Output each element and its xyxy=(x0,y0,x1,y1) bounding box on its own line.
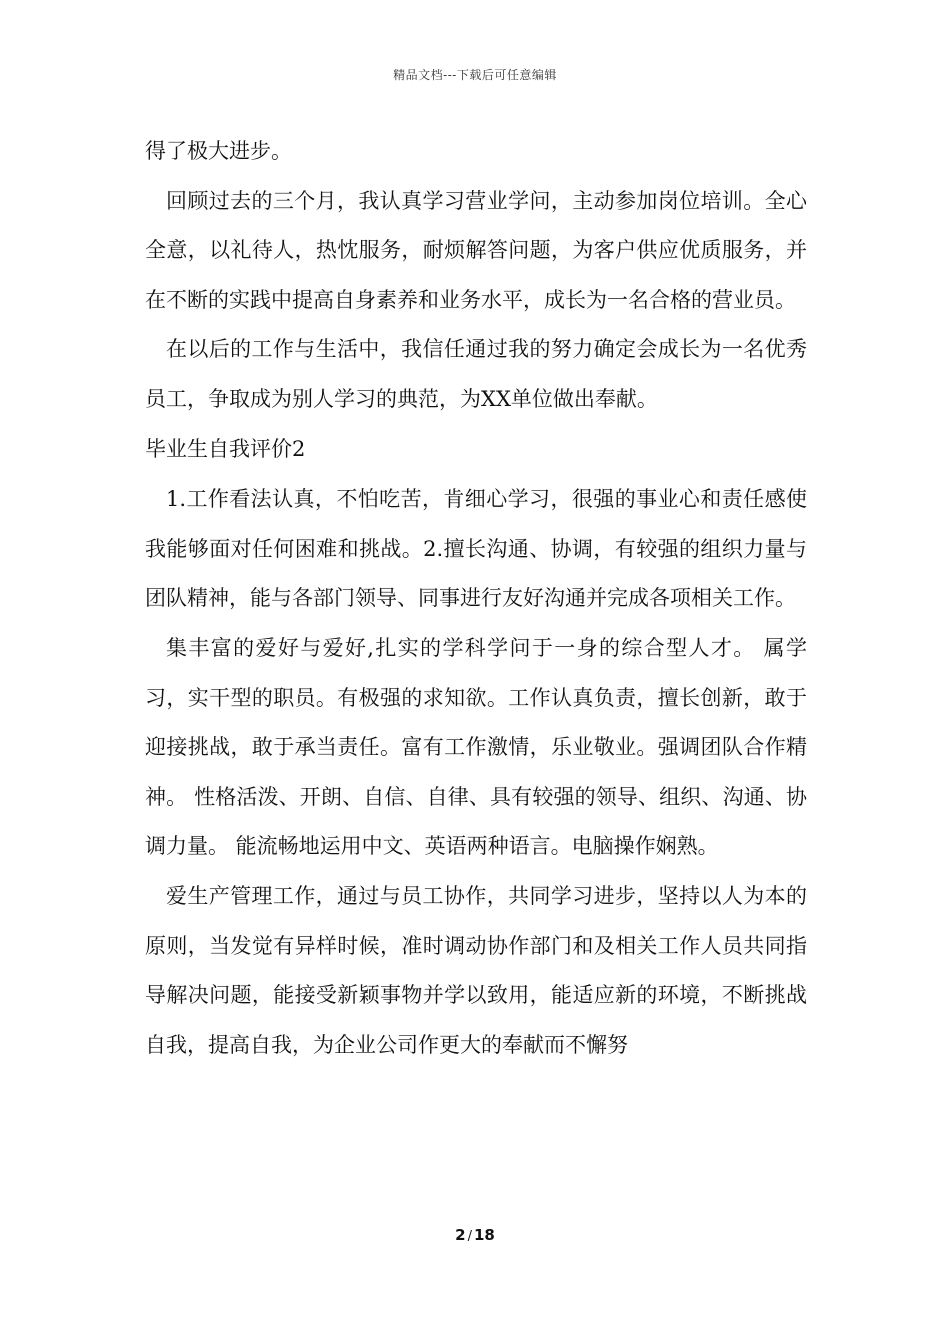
paragraph-management: 爱生产管理工作，通过与员工协作，共同学习进步，坚持以人为本的原则，当发觉有异样时候，准时调动协作部门和及相关工作人员共同指导解决问题，能接受新颖事物并学以致用，能适应新的环境，不断挑战自我，提高自我，为企业公司作更大的奉献而不懈努 xyxy=(145,883,807,1057)
section-heading: 毕业生自我评价2 xyxy=(145,436,306,461)
page-header: 精品文档---下载后可任意编辑 xyxy=(393,68,557,82)
paragraph-continuation: 得了极大进步。 xyxy=(145,139,292,163)
paragraph-numbered-points: 1.工作看法认真，不怕吃苦，肯细心学习，很强的事业心和责任感使我能够面对任何困难和挑战。2.擅长沟通、协调，有较强的组织力量与团队精神，能与各部门领导、同事进行友好沟通并完成各项相关工作。 xyxy=(145,487,807,611)
paragraph-future: 在以后的工作与生活中，我信任通过我的努力确定会成长为一名优秀员工，争取成为别人学习的典范，为XX单位做出奉献。 xyxy=(145,337,807,411)
paragraph-talent: 集丰富的爱好与爱好,扎实的学科学问于一身的综合型人才。 属学习，实干型的职员。有极强的求知欲。工作认真负责，擅长创新，敢于迎接挑战，敢于承当责任。富有工作激情，乐业敬业。强调团队合作精神。 性格活泼、开朗、自信、自律、具有较强的领导、组织、沟通、协调力量。 能流畅地运用中文、英语两种语言。电脑操作娴熟。 xyxy=(145,635,807,859)
page-separator: / xyxy=(467,1229,472,1244)
current-page: 2 xyxy=(455,1226,466,1244)
paragraph-review: 回顾过去的三个月，我认真学习营业学问，主动参加岗位培训。全心全意，以礼待人，热忱服务，耐烦解答问题，为客户供应优质服务，并在不断的实践中提高自身素养和业务水平，成长为一名合格的营业员。 xyxy=(145,188,807,312)
total-pages: 18 xyxy=(473,1226,495,1244)
page-number xyxy=(0,1226,950,1244)
document-body xyxy=(145,127,807,1070)
